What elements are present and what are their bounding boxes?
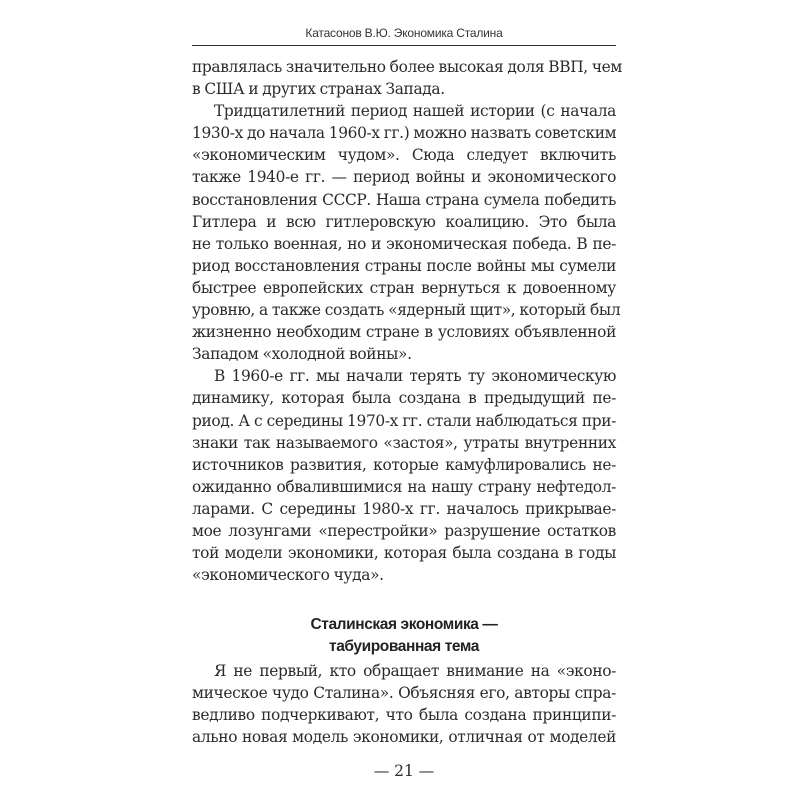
text-line: источников развития, которые камуфлировались не- [192,455,616,474]
section-heading [192,614,616,658]
text-line: ожиданно обвалившимися на нашу страну нефтедол- [192,477,616,496]
text-line: не только военная, но и экономическая победа. В пе- [192,234,616,253]
text-line: ально новая модель экономики, отличная от моделей [192,728,616,747]
text-line: Я не первый, кто обращает внимание на «эконо- [214,662,616,680]
text-line: «экономического чуда». [192,566,384,585]
body-text-top [192,56,623,586]
text-line: также 1940-е гг. — период войны и экономического [192,168,616,187]
text-line: ведливо подчеркивают, что была создана принципи- [192,706,616,725]
page-number: — 21 — [373,762,435,780]
text-line: быстрее европейских стран вернуться к довоенному [192,278,616,297]
text-line: риод восстановления страны после войны мы сумели [192,256,616,275]
running-head: Катасонов В.Ю. Экономика Сталина [305,26,503,40]
text-line: Западом «холодной войны». [192,345,412,364]
text-line: уровню, а также создать «ядерный щит», который был [192,301,621,320]
section-heading-line-1: Сталинская экономика — [310,616,498,633]
paragraph [192,365,616,586]
section-heading-line-2: табуированная тема [329,638,479,655]
text-line: правлялась значительно более высокая доля ВВП, чем [192,58,623,76]
paragraph [192,100,621,365]
text-line: риод. А с середины 1970-х гг. стали наблюдаться при- [192,411,616,430]
text-line: ларами. С середины 1980-х гг. началось прикрывае- [192,499,616,518]
text-line: жизненно необходим стране в условиях объявленной [192,323,616,342]
header-rule [192,45,616,46]
text-line: восстановления СССР. Наша страна сумела победить [192,190,616,209]
text-line: мое лозунгами «перестройки» разрушение остатков [192,521,616,540]
body-text-bottom [192,660,616,748]
text-line: динамику, которая была создана в предыдущий пе- [192,389,616,408]
text-line: в США и других странах Запада. [192,80,445,99]
paragraph [192,56,623,100]
text-line: Тридцатилетний период нашей истории (с начала [214,102,616,121]
text-line: В 1960-е гг. мы начали терять ту экономическую [214,367,616,386]
text-line: Гитлера и всю гитлеровскую коалицию. Это была [192,212,616,231]
text-line: 1930-х до начала 1960-х гг.) можно назвать советским [192,124,617,143]
text-line: той модели экономики, которая была создана в годы [192,544,616,563]
text-line: «экономическим чудом». Сюда следует включить [192,146,616,165]
text-line: знаки так называемого «застоя», утраты внутренних [192,433,616,452]
paragraph [192,660,616,748]
text-line: мическое чудо Сталина». Объясняя его, авторы спра- [192,684,616,703]
